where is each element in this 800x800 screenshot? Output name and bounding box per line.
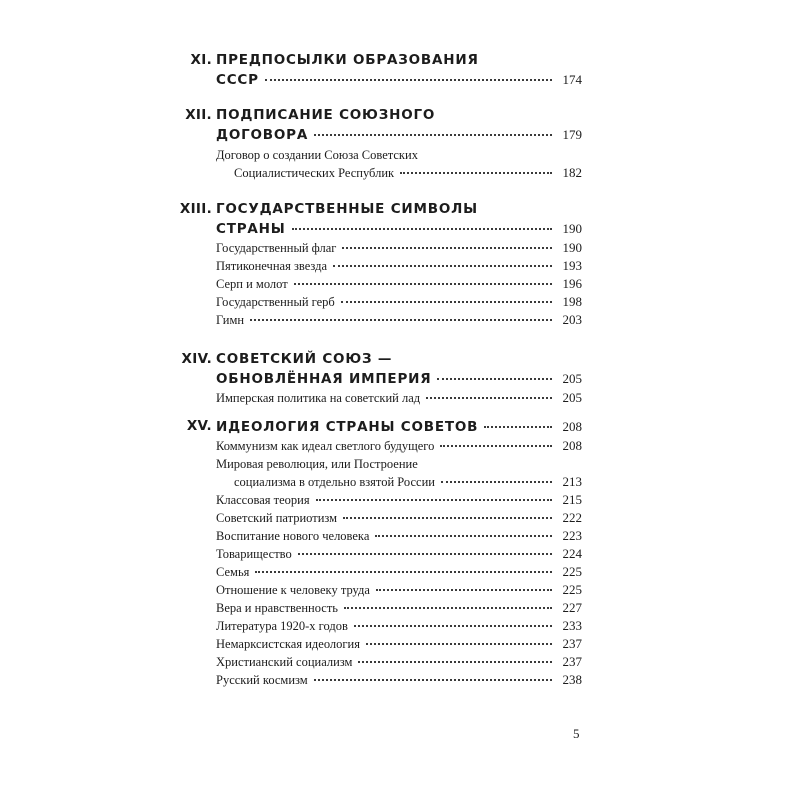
chapter-xiv bbox=[150, 350, 582, 407]
page-folio: 5 bbox=[573, 726, 580, 741]
entry-row bbox=[216, 473, 582, 491]
chapter-title-line1: ГОСУДАРСТВЕННЫЕ СИМВОЛЫ bbox=[216, 201, 478, 217]
entry-title: Советский патриотизм bbox=[216, 511, 338, 525]
chapter-number: XI. bbox=[190, 52, 212, 68]
chapter-number: XV. bbox=[186, 418, 212, 434]
entry-title: Пятиконечная звезда bbox=[216, 259, 328, 273]
page-number: 182 bbox=[562, 165, 582, 180]
entry-title: Вера и нравственность bbox=[216, 601, 338, 615]
page-number: 205 bbox=[562, 371, 582, 386]
toc-entry bbox=[216, 257, 582, 275]
dot-leader bbox=[376, 589, 552, 591]
page-number: 227 bbox=[562, 600, 582, 615]
chapter-title-line1: СОВЕТСКИЙ СОЮЗ — bbox=[216, 351, 393, 367]
toc-entry bbox=[216, 545, 582, 563]
page-number: 238 bbox=[562, 672, 582, 687]
chapter-title-line2: ДОГОВОРА bbox=[216, 127, 309, 143]
dot-leader bbox=[354, 625, 552, 627]
dot-leader bbox=[400, 172, 552, 174]
entry-title: Государственный герб bbox=[216, 295, 335, 309]
toc-entry-list bbox=[216, 389, 582, 407]
page-number: 233 bbox=[562, 618, 582, 633]
page-number: 179 bbox=[562, 127, 582, 142]
page-number: 224 bbox=[562, 546, 582, 561]
page-number: 225 bbox=[562, 564, 582, 579]
dot-leader bbox=[343, 517, 552, 519]
entry-title: Христианский социализм bbox=[216, 655, 353, 669]
toc-entry bbox=[216, 527, 582, 545]
page-number: 208 bbox=[562, 419, 582, 434]
chapter-title-row bbox=[216, 369, 582, 389]
toc-entry bbox=[216, 599, 582, 617]
dot-leader bbox=[484, 426, 552, 428]
entry-title-line2: Социалистических Республик bbox=[234, 166, 395, 180]
chapter-xii bbox=[150, 106, 582, 182]
chapter-title-line1: ПРЕДПОСЫЛКИ ОБРАЗОВАНИЯ bbox=[216, 52, 479, 68]
dot-leader bbox=[358, 661, 552, 663]
chapter-title-line2: СССР bbox=[216, 72, 259, 88]
page-number: 213 bbox=[562, 474, 582, 489]
chapter-heading bbox=[150, 51, 582, 90]
page-number: 222 bbox=[562, 510, 582, 525]
page-number: 237 bbox=[562, 654, 582, 669]
page-number: 223 bbox=[562, 528, 582, 543]
toc-entry bbox=[216, 275, 582, 293]
dot-leader bbox=[292, 228, 552, 230]
dot-leader bbox=[255, 571, 552, 573]
dot-leader bbox=[298, 553, 552, 555]
page-number: 205 bbox=[562, 390, 582, 405]
chapter-title-row bbox=[216, 125, 582, 145]
chapter-heading bbox=[150, 417, 582, 437]
toc-entry bbox=[216, 491, 582, 509]
dot-leader bbox=[426, 397, 552, 399]
entry-title: Отношение к человеку труда bbox=[216, 583, 370, 597]
entry-row bbox=[216, 164, 582, 182]
entry-title: Имперская политика на советский лад bbox=[216, 391, 421, 405]
dot-leader bbox=[265, 79, 552, 81]
dot-leader bbox=[441, 481, 552, 483]
page-number: 190 bbox=[562, 221, 582, 236]
entry-title-line1: Мировая революция, или Построение bbox=[216, 457, 418, 471]
chapter-xiii bbox=[150, 200, 582, 329]
entry-title-line2: социализма в отдельно взятой России bbox=[234, 475, 435, 489]
dot-leader bbox=[316, 499, 552, 501]
chapter-heading bbox=[150, 200, 582, 239]
page-number: 193 bbox=[562, 258, 582, 273]
chapter-number: XII. bbox=[185, 107, 212, 123]
chapter-title-row bbox=[216, 417, 582, 437]
toc-entry bbox=[216, 509, 582, 527]
dot-leader bbox=[440, 445, 552, 447]
entry-title: Государственный флаг bbox=[216, 241, 337, 255]
toc-entry bbox=[216, 389, 582, 407]
page-number: 208 bbox=[562, 438, 582, 453]
dot-leader bbox=[314, 679, 552, 681]
dot-leader bbox=[366, 643, 552, 645]
toc-entry bbox=[216, 293, 582, 311]
toc-entry bbox=[216, 671, 582, 689]
toc-entry bbox=[216, 581, 582, 599]
dot-leader bbox=[250, 319, 552, 321]
dot-leader bbox=[344, 607, 552, 609]
dot-leader bbox=[341, 301, 552, 303]
toc-entry bbox=[216, 455, 582, 491]
entry-title: Немарксистская идеология bbox=[216, 637, 360, 651]
chapter-heading bbox=[150, 350, 582, 389]
chapter-number: XIV. bbox=[181, 351, 212, 367]
toc-entry bbox=[216, 635, 582, 653]
page-number: 174 bbox=[562, 72, 582, 87]
toc-entry-list bbox=[216, 437, 582, 689]
entry-title: Товарищество bbox=[216, 547, 292, 561]
page-number: 198 bbox=[562, 294, 582, 309]
entry-title: Семья bbox=[216, 565, 250, 579]
page-number: 196 bbox=[562, 276, 582, 291]
toc-entry bbox=[216, 653, 582, 671]
entry-title: Серп и молот bbox=[216, 277, 288, 291]
entry-title: Русский космизм bbox=[216, 673, 308, 687]
chapter-title: ИДЕОЛОГИЯ СТРАНЫ СОВЕТОВ bbox=[216, 419, 479, 435]
toc-entry bbox=[216, 437, 582, 455]
toc-entry-list bbox=[216, 239, 582, 329]
chapter-heading bbox=[150, 106, 582, 145]
chapter-title-row bbox=[216, 70, 582, 90]
page-number: 203 bbox=[562, 312, 582, 327]
toc-entry bbox=[216, 563, 582, 581]
chapter-title-line2: СТРАНЫ bbox=[216, 221, 286, 237]
chapter-title-line1: ПОДПИСАНИЕ СОЮЗНОГО bbox=[216, 107, 436, 123]
entry-title-line1: Договор о создании Союза Советских bbox=[216, 148, 418, 162]
chapter-xv bbox=[150, 417, 582, 689]
dot-leader bbox=[375, 535, 552, 537]
toc-entry bbox=[216, 311, 582, 329]
entry-title: Классовая теория bbox=[216, 493, 310, 507]
chapter-title-line2: ОБНОВЛЁННАЯ ИМПЕРИЯ bbox=[216, 371, 432, 387]
page-number: 225 bbox=[562, 582, 582, 597]
dot-leader bbox=[333, 265, 552, 267]
chapter-xi bbox=[150, 51, 582, 90]
page-number: 237 bbox=[562, 636, 582, 651]
toc-entry bbox=[216, 146, 582, 182]
chapter-number: XIII. bbox=[179, 201, 212, 217]
dot-leader bbox=[314, 134, 552, 136]
toc-entry bbox=[216, 617, 582, 635]
page-number: 215 bbox=[562, 492, 582, 507]
entry-title: Литература 1920-х годов bbox=[216, 619, 348, 633]
entry-title: Коммунизм как идеал светлого будущего bbox=[216, 439, 435, 453]
dot-leader bbox=[342, 247, 552, 249]
entry-title: Гимн bbox=[216, 313, 245, 327]
dot-leader bbox=[437, 378, 552, 380]
entry-title: Воспитание нового человека bbox=[216, 529, 370, 543]
chapter-title-row bbox=[216, 219, 582, 239]
dot-leader bbox=[294, 283, 552, 285]
page-number: 190 bbox=[562, 240, 582, 255]
toc-entry bbox=[216, 239, 582, 257]
